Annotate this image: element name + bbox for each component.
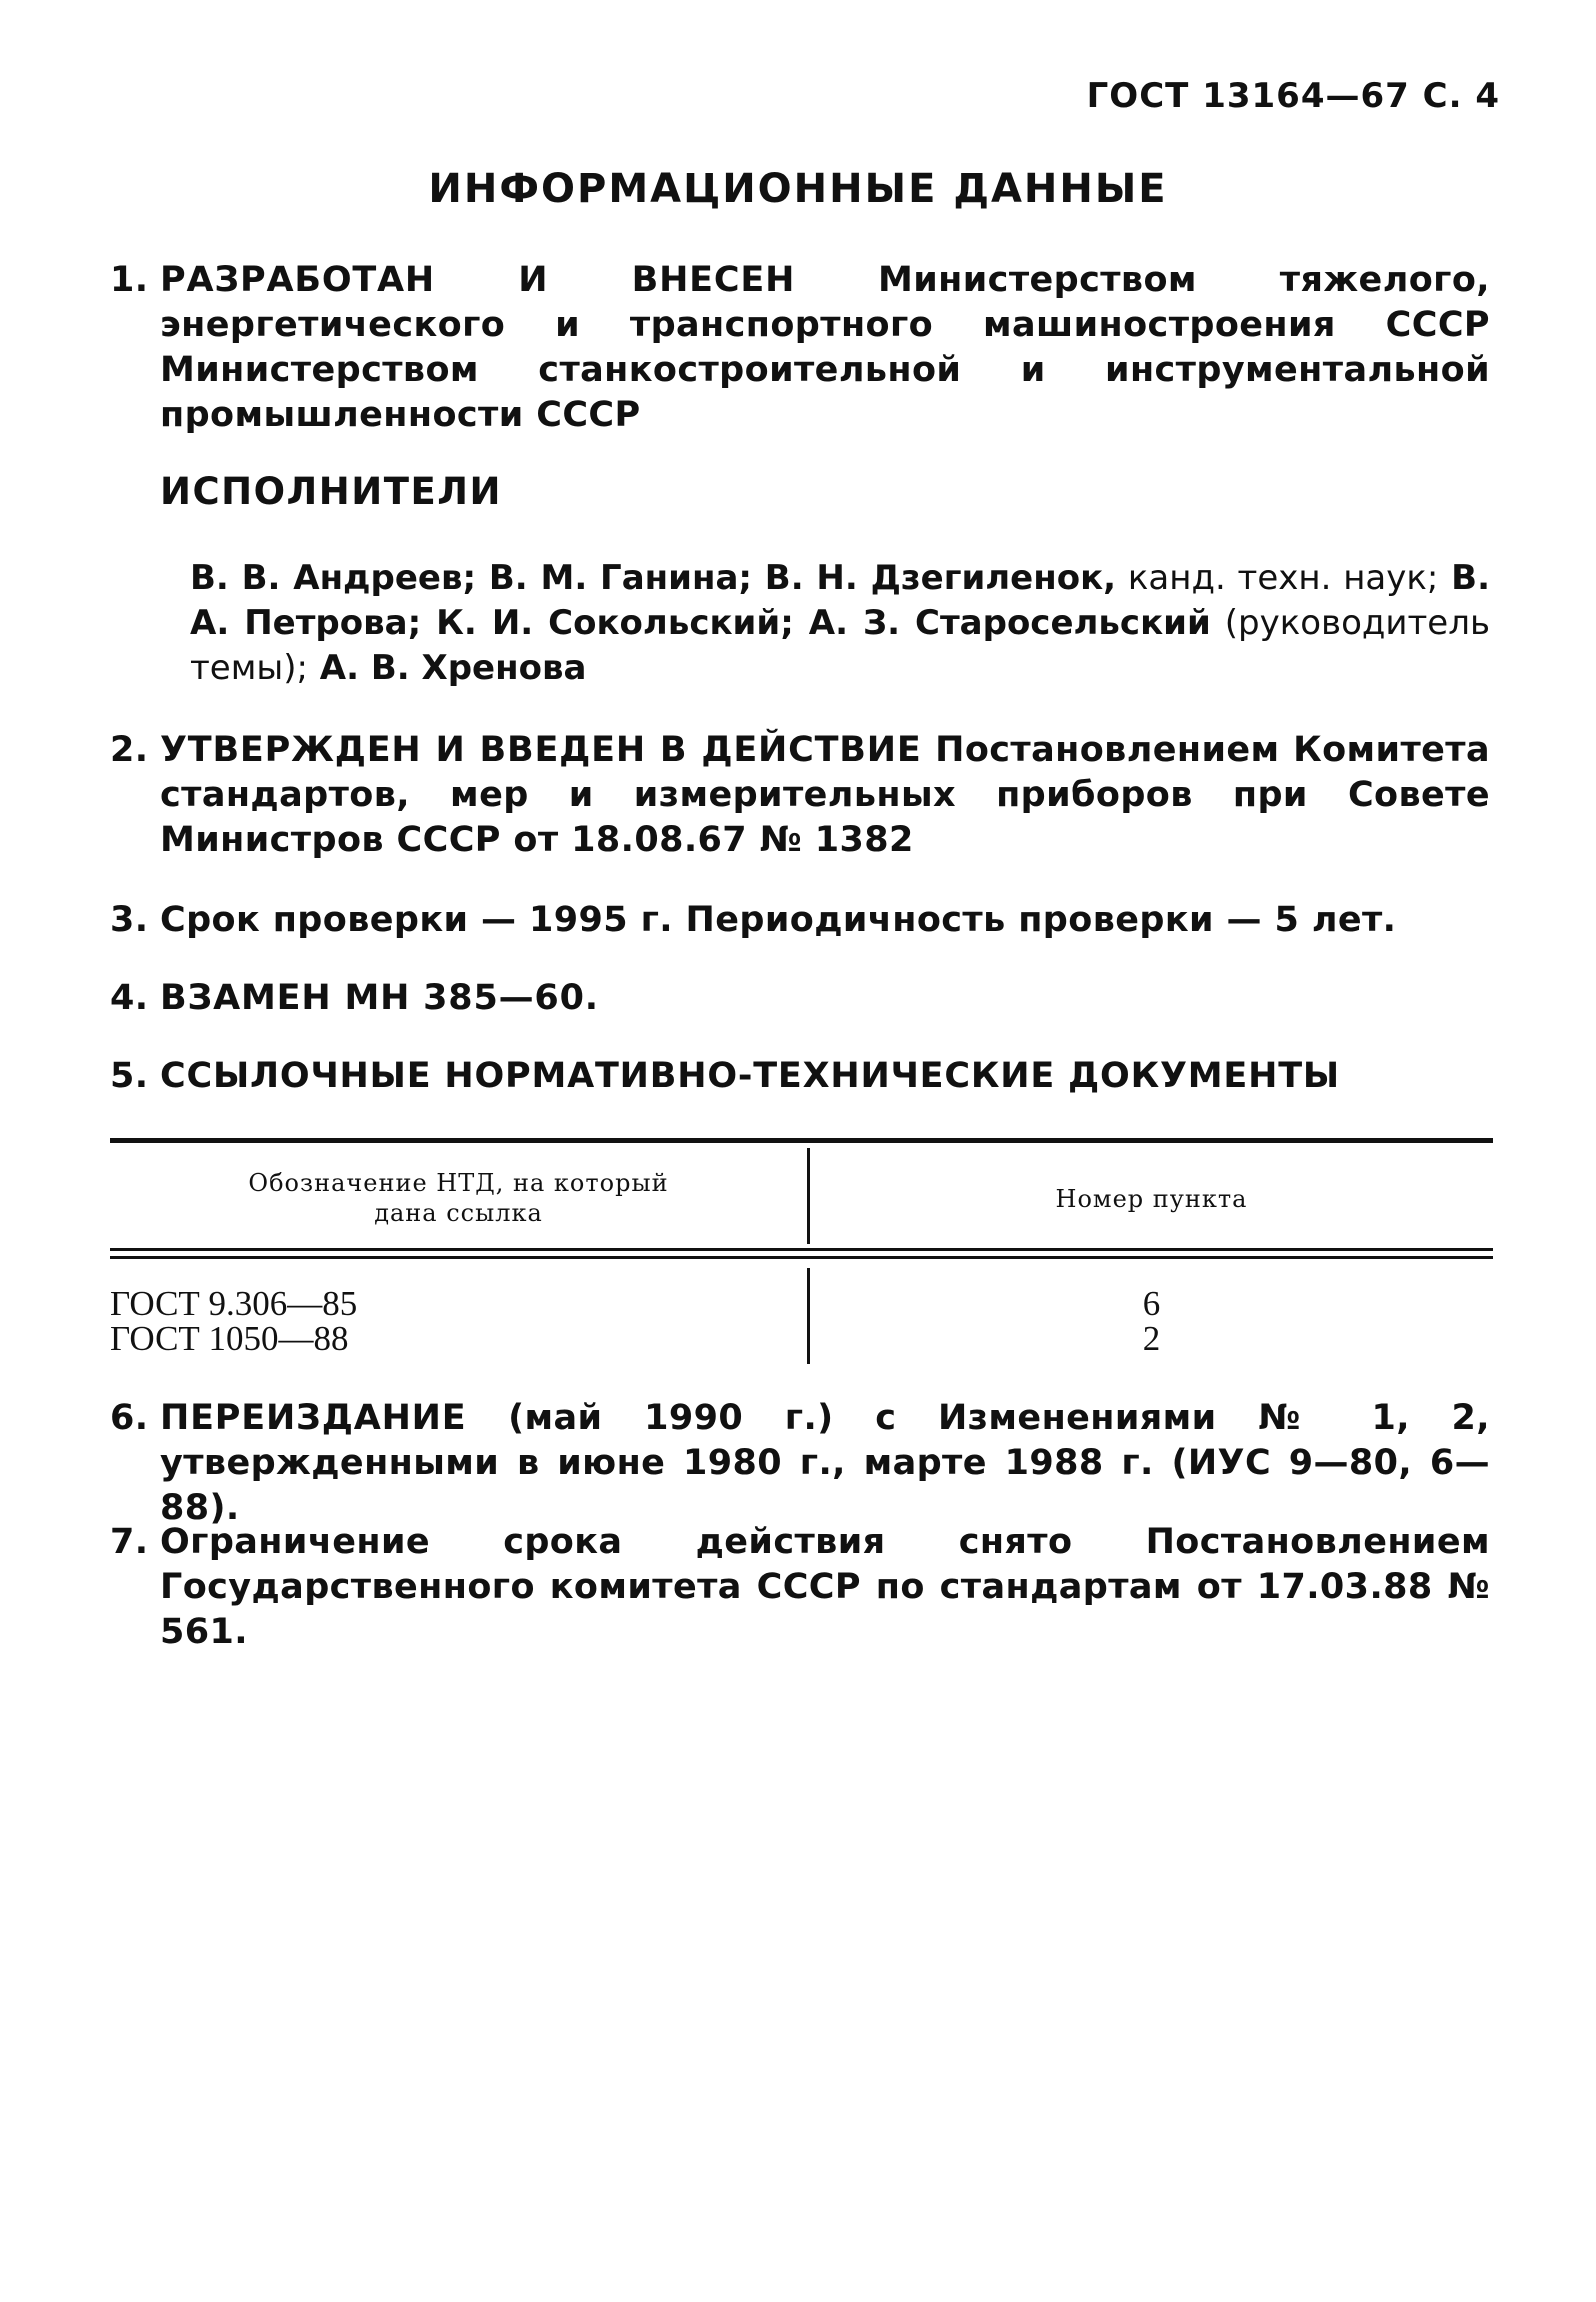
item-number: 6. [110,1398,149,1438]
header-rule [110,1248,1493,1251]
executors-note: (руководитель темы); [190,603,1490,688]
item-text: Срок проверки — 1995 г. Периодичность проверки — 5 лет. [160,900,1397,940]
executors-list [190,556,1490,691]
reference-documents-table [110,1138,1493,1364]
executors-names: А. В. Хренова [307,648,587,688]
executors-names: В. А. Петрова; К. И. Сокольский; А. З. Старосельский [190,558,1491,643]
executors-note: канд. техн. наук; [1116,558,1439,598]
item-text: Министерством тяжелого, энергетического и транспортного машиностроения СССР Министерством станкостроительной и инструментальной промышленности СССР [160,260,1491,435]
item-lead: ВЗАМЕН МН 385—60. [160,978,599,1018]
item-number: 2. [110,730,149,770]
table-cell-document: ГОСТ 9.306—85 [110,1284,358,1323]
item-7 [110,1520,1490,1655]
page-title: ИНФОРМАЦИОННЫЕ ДАННЫЕ [428,166,1168,212]
table-cell-clause: 2 [1142,1319,1161,1358]
table-header-clause: Номер пункта [1055,1185,1248,1213]
page-header: ГОСТ 13164—67 С. 4 [1086,76,1500,116]
table-cell-clause: 6 [1142,1284,1161,1323]
item-lead: РАЗРАБОТАН И ВНЕСЕН [160,260,796,300]
item-text: Постановлением Комитета стандартов, мер и измерительных приборов при Совете Министров СССР от 18.08.67 № 1382 [160,730,1490,860]
item-1 [110,258,1490,438]
item-number: 1. [110,260,149,300]
item-number: 4. [110,978,149,1018]
table-header-document: Обозначение НТД, на который дана ссылка [248,1169,669,1227]
item-6 [110,1396,1490,1531]
table-top-rule [110,1138,1493,1143]
item-2 [110,728,1490,863]
item-lead: ПЕРЕИЗДАНИЕ [160,1398,467,1438]
item-number: 5. [110,1056,149,1096]
item-lead: ССЫЛОЧНЫЕ НОРМАТИВНО-ТЕХНИЧЕСКИЕ ДОКУМЕНТЫ [160,1056,1340,1096]
item-4 [110,976,1490,1021]
item-5 [110,1054,1490,1099]
executors-names: В. В. Андреев; В. М. Ганина; В. Н. Дзегиленок, [190,558,1117,598]
item-number: 3. [110,900,149,940]
executors-heading: ИСПОЛНИТЕЛИ [160,470,502,513]
table-cell-document: ГОСТ 1050—88 [110,1319,349,1358]
item-number: 7. [110,1522,149,1562]
item-text: (май 1990 г.) с Изменениями № 1, 2, утвержденными в июне 1980 г., марте 1988 г. (ИУС 9—80, 6—88). [160,1398,1490,1528]
item-lead: УТВЕРЖДЕН И ВВЕДЕН В ДЕЙСТВИЕ [160,730,922,770]
header-rule [110,1256,1493,1259]
item-3 [110,898,1490,943]
item-text: Ограничение срока действия снято Постановлением Государственного комитета СССР по стандартам от 17.03.88 № 561. [160,1522,1490,1652]
